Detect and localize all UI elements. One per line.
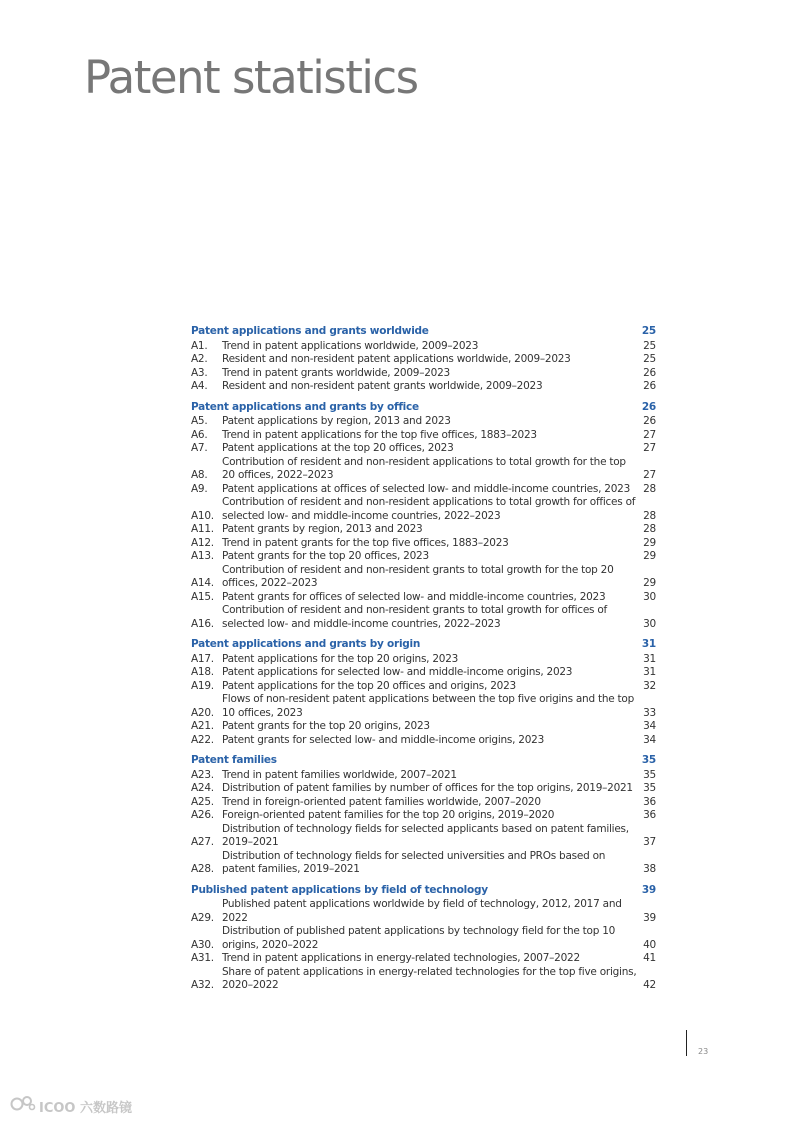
entry-page-number: 32	[643, 679, 656, 692]
section-heading-title: Patent applications and grants by origin	[191, 638, 421, 650]
entry-title: Published patent applications worldwide by field of technology, 2012, 2017 and 2022	[222, 898, 622, 924]
entry-title: Patent grants for the top 20 offices, 2023	[222, 550, 429, 562]
entry-title: Patent grants for selected low- and middle-income origins, 2023	[222, 733, 545, 746]
entry-number: A22.	[191, 733, 214, 746]
section-heading[interactable]	[191, 754, 656, 768]
entry-number: A15.	[191, 590, 214, 603]
entry-title: Contribution of resident and non-resident applications to total growth for offices of selected low- and middle-income countries, 2022–2023	[222, 496, 636, 522]
entry-page-number: 41	[643, 952, 656, 964]
entry-page-number: 29	[643, 577, 656, 589]
entry-number: A19.	[191, 679, 214, 692]
entry-title: Patent grants for offices of selected low- and middle-income countries, 2023	[222, 590, 606, 603]
entry-title: Patent grants by region, 2013 and 2023	[222, 523, 423, 535]
entry-page-number: 42	[643, 979, 656, 991]
entry-title: Contribution of resident and non-resident applications to total growth for the top 20 offices, 2022–2023	[222, 455, 626, 481]
entry-number: A17.	[191, 652, 214, 665]
toc-entry[interactable]	[191, 353, 656, 367]
entry-number: A4.	[191, 380, 208, 392]
toc-entry[interactable]	[191, 925, 656, 952]
watermark	[10, 1095, 132, 1117]
toc-entry[interactable]	[191, 693, 656, 720]
entry-page-number: 34	[643, 720, 656, 732]
entry-page-number: 34	[643, 733, 656, 746]
entry-page-number: 27	[643, 442, 656, 454]
entry-title: Patent applications by region, 2013 and 2023	[222, 415, 451, 427]
entry-number: A9.	[191, 482, 208, 495]
entry-number: A12.	[191, 536, 214, 549]
entry-title: Foreign-oriented patent families for the top 20 origins, 2019–2020	[222, 809, 555, 821]
toc-entry[interactable]	[191, 496, 656, 523]
entry-number: A31.	[191, 952, 214, 964]
entry-number: A28.	[191, 863, 214, 875]
entry-number: A23.	[191, 768, 214, 781]
entry-title: Flows of non-resident patent applications between the top five origins and the top 10 offices, 2023	[222, 693, 634, 719]
entry-page-number: 40	[643, 938, 656, 951]
watermark-text: ICOO 六数路镜	[39, 1100, 133, 1116]
entry-page-number: 25	[643, 339, 656, 352]
entry-number: A2.	[191, 353, 208, 365]
toc-section	[191, 884, 656, 993]
entry-number: A11.	[191, 523, 214, 535]
entry-number: A27.	[191, 836, 214, 848]
table-of-contents	[191, 325, 656, 1000]
entry-number: A13.	[191, 550, 214, 562]
section-heading-page: 31	[641, 638, 656, 650]
entry-page-number: 26	[643, 415, 656, 427]
entry-title: Patent applications for the top 20 offices and origins, 2023	[222, 679, 516, 692]
page-number: 23	[698, 1047, 709, 1056]
entry-page-number: 29	[643, 536, 656, 549]
toc-entry[interactable]	[191, 564, 656, 591]
toc-entry[interactable]	[191, 456, 656, 483]
entry-title: Resident and non-resident patent applications worldwide, 2009–2023	[222, 353, 571, 365]
section-heading-page: 35	[641, 754, 656, 766]
entry-page-number: 30	[643, 590, 656, 603]
entry-number: A16.	[191, 617, 214, 630]
entry-number: A29.	[191, 911, 214, 924]
entry-title: Patent grants for the top 20 origins, 2023	[222, 720, 430, 732]
toc-entry[interactable]	[191, 550, 656, 564]
toc-entry[interactable]	[191, 823, 656, 850]
entry-number: A3.	[191, 366, 208, 379]
toc-entry[interactable]	[191, 769, 656, 783]
entry-title: Share of patent applications in energy-related technologies for the top five origins, 2020–2022	[222, 965, 637, 991]
entry-title: Distribution of patent families by number of offices for the top origins, 2019–2021	[222, 782, 633, 794]
entry-number: A8.	[191, 469, 208, 481]
entry-page-number: 31	[643, 652, 656, 665]
entry-page-number: 35	[643, 768, 656, 781]
entry-number: A5.	[191, 415, 208, 427]
toc-entry[interactable]	[191, 523, 656, 537]
entry-page-number: 36	[643, 809, 656, 821]
footer-divider	[686, 1030, 687, 1056]
toc-section	[191, 401, 656, 632]
entry-page-number: 27	[643, 469, 656, 481]
entry-page-number: 30	[643, 617, 656, 630]
page-title: Patent statistics	[84, 51, 418, 104]
toc-entry[interactable]	[191, 537, 656, 551]
toc-entry[interactable]	[191, 604, 656, 631]
toc-entry[interactable]	[191, 680, 656, 694]
entry-page-number: 27	[643, 428, 656, 441]
toc-entry[interactable]	[191, 429, 656, 443]
entry-page-number: 37	[643, 836, 656, 848]
entry-title: Contribution of resident and non-resident grants to total growth for offices of selected low- and middle-income countries, 2022–2023	[222, 604, 607, 630]
toc-entry[interactable]	[191, 653, 656, 667]
entry-title: Patent applications at the top 20 offices, 2023	[222, 442, 454, 454]
entry-page-number: 39	[643, 911, 656, 924]
entry-title: Distribution of technology fields for selected applicants based on patent families, 2019–2021	[222, 822, 629, 848]
entry-title: Trend in patent applications in energy-related technologies, 2007–2022	[222, 952, 580, 964]
toc-entry[interactable]	[191, 966, 656, 993]
entry-page-number: 28	[643, 509, 656, 522]
toc-entry[interactable]	[191, 483, 656, 497]
entry-number: A18.	[191, 666, 214, 678]
toc-section	[191, 754, 656, 877]
toc-entry[interactable]	[191, 415, 656, 429]
entry-page-number: 28	[643, 482, 656, 495]
entry-title: Trend in patent grants for the top five offices, 1883–2023	[222, 536, 509, 549]
section-heading-title: Patent families	[191, 754, 277, 766]
section-heading-page: 25	[641, 325, 656, 337]
section-heading-title: Patent applications and grants worldwide	[191, 325, 429, 337]
entry-number: A26.	[191, 809, 214, 821]
entry-page-number: 33	[643, 706, 656, 719]
section-heading[interactable]	[191, 325, 656, 339]
entry-page-number: 26	[643, 366, 656, 379]
entry-page-number: 35	[643, 782, 656, 794]
entry-page-number: 31	[643, 666, 656, 678]
entry-page-number: 28	[643, 523, 656, 535]
entry-title: Distribution of technology fields for selected universities and PROs based on patent families, 2019–2021	[222, 849, 606, 875]
toc-entry[interactable]	[191, 782, 656, 796]
section-heading-title: Published patent applications by field of technology	[191, 883, 488, 896]
entry-title: Patent applications for selected low- and middle-income origins, 2023	[222, 666, 573, 678]
entry-page-number: 29	[643, 550, 656, 562]
entry-number: A21.	[191, 720, 214, 732]
entry-title: Distribution of published patent applications by technology field for the top 10 origins, 2020–2022	[222, 925, 616, 951]
toc-entry[interactable]	[191, 850, 656, 877]
toc-entry[interactable]	[191, 720, 656, 734]
entry-number: A10.	[191, 509, 214, 522]
entry-number: A6.	[191, 428, 208, 441]
entry-number: A1.	[191, 339, 208, 352]
section-heading[interactable]	[191, 401, 656, 415]
entry-page-number: 26	[643, 380, 656, 392]
entry-number: A20.	[191, 706, 214, 719]
entry-number: A7.	[191, 442, 208, 454]
toc-entry[interactable]	[191, 340, 656, 354]
toc-entry[interactable]	[191, 380, 656, 394]
toc-entry[interactable]	[191, 734, 656, 748]
entry-title: Trend in patent grants worldwide, 2009–2023	[222, 366, 450, 379]
toc-section	[191, 638, 656, 747]
entry-page-number: 25	[643, 353, 656, 365]
toc-entry[interactable]	[191, 809, 656, 823]
entry-page-number: 38	[643, 863, 656, 875]
entry-title: Resident and non-resident patent grants worldwide, 2009–2023	[222, 380, 543, 392]
entry-number: A25.	[191, 795, 214, 808]
entry-title: Trend in foreign-oriented patent families worldwide, 2007–2020	[222, 795, 541, 808]
section-heading-title: Patent applications and grants by office	[191, 400, 419, 413]
section-heading[interactable]	[191, 638, 656, 652]
entry-title: Trend in patent families worldwide, 2007–2021	[222, 768, 457, 781]
entry-number: A30.	[191, 938, 214, 951]
toc-entry[interactable]	[191, 666, 656, 680]
entry-title: Patent applications for the top 20 origins, 2023	[222, 652, 459, 665]
toc-entry[interactable]	[191, 796, 656, 810]
entry-number: A14.	[191, 577, 214, 589]
section-heading-page: 39	[641, 883, 656, 896]
entry-page-number: 36	[643, 795, 656, 808]
toc-entry[interactable]	[191, 367, 656, 381]
toc-entry[interactable]	[191, 591, 656, 605]
entry-number: A24.	[191, 782, 214, 794]
toc-section	[191, 325, 656, 394]
watermark-logo-icon	[10, 1095, 36, 1117]
entry-title: Patent applications at offices of selected low- and middle-income countries, 2023	[222, 482, 631, 495]
section-heading[interactable]	[191, 884, 656, 898]
entry-title: Trend in patent applications for the top five offices, 1883–2023	[222, 428, 537, 441]
toc-entry[interactable]	[191, 952, 656, 966]
entry-number: A32.	[191, 979, 214, 991]
toc-entry[interactable]	[191, 442, 656, 456]
entry-title: Contribution of resident and non-resident grants to total growth for the top 20 offices, 2022–2023	[222, 563, 614, 589]
toc-entry[interactable]	[191, 898, 656, 925]
section-heading-page: 26	[641, 400, 656, 413]
entry-title: Trend in patent applications worldwide, 2009–2023	[222, 339, 479, 352]
